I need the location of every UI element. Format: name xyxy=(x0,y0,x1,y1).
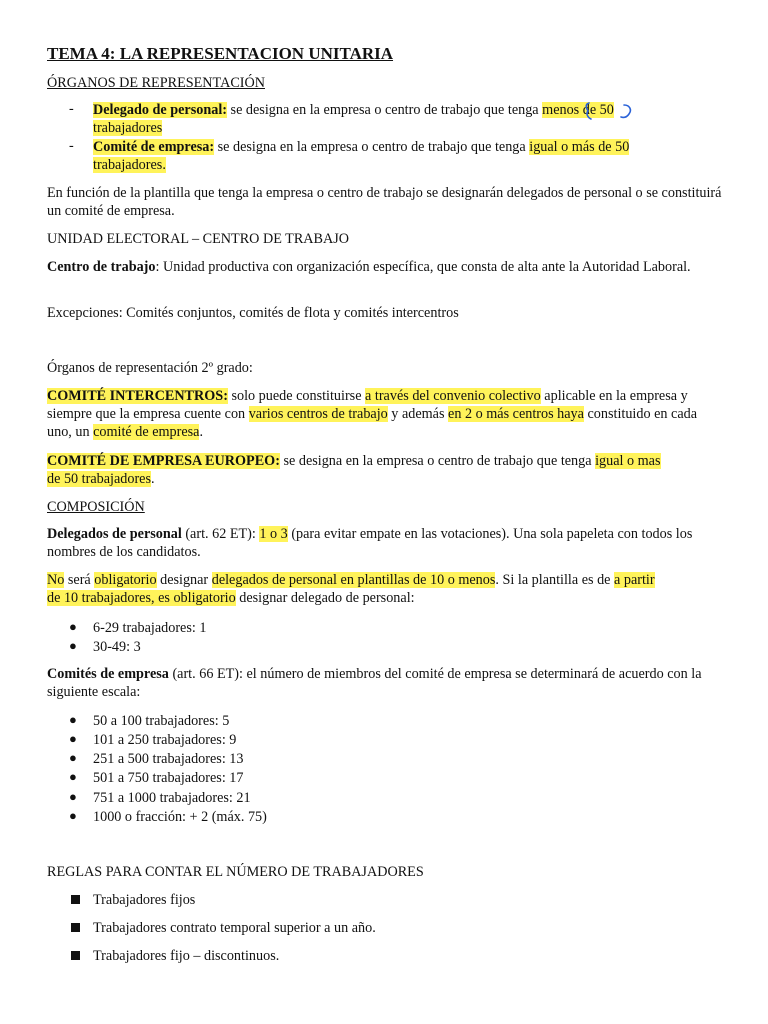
list-item: 30-49: 3 xyxy=(93,639,141,655)
paragraph-intercentros: COMITÉ INTERCENTROS: solo puede constituirse a través del convenio colectivo aplicable en la empresa y siempre que la empresa cuente con varios centros de trabajo y además en 2 o más centros haya constituido en cada uno, un comité de empresa. xyxy=(47,388,698,440)
highlight: de 50 trabajadores xyxy=(47,471,151,487)
bullet-icon: ● xyxy=(69,808,77,823)
bullet-icon: ● xyxy=(69,712,77,727)
highlight: en 2 o más centros haya xyxy=(448,406,584,422)
highlight: comité de empresa xyxy=(93,424,200,440)
list-item: Trabajadores fijo – discontinuos. xyxy=(93,948,280,964)
paragraph-centro: Centro de trabajo: Unidad productiva con organización específica, que consta de alta ante la Autoridad Laboral. xyxy=(47,259,691,275)
bullet-icon: ● xyxy=(69,769,77,784)
term-label: Delegados de personal xyxy=(47,526,182,542)
term-label: Delegado de personal: xyxy=(93,102,227,118)
list-item: 1000 o fracción: + 2 (máx. 75) xyxy=(93,809,267,825)
list-item: 751 a 1000 trabajadores: 21 xyxy=(93,790,251,806)
list-item-text: Comité de empresa: se designa en la empresa o centro de trabajo que tenga igual o más de 50 trabajadores. xyxy=(93,139,630,173)
paragraph-organos-2: Órganos de representación 2º grado: xyxy=(47,360,253,376)
heading-organos: ÓRGANOS DE REPRESENTACIÓN xyxy=(47,75,265,91)
term-label: COMITÉ DE EMPRESA EUROPEO: xyxy=(47,453,280,469)
bullet-icon: ● xyxy=(69,750,77,765)
heading-reglas: REGLAS PARA CONTAR EL NÚMERO DE TRABAJADORES xyxy=(47,864,424,880)
list-item: 101 a 250 trabajadores: 9 xyxy=(93,732,237,748)
paragraph-excepciones: Excepciones: Comités conjuntos, comités de flota y comités intercentros xyxy=(47,305,459,321)
page-title: TEMA 4: LA REPRESENTACION UNITARIA xyxy=(47,44,394,63)
highlight: menos de 50 xyxy=(542,102,614,118)
heading-composicion: COMPOSICIÓN xyxy=(47,499,145,515)
highlight: igual o mas xyxy=(595,453,661,469)
highlight: varios centros de trabajo xyxy=(248,406,388,422)
list-item: Trabajadores contrato temporal superior a un año. xyxy=(93,920,376,936)
heading-unidad: UNIDAD ELECTORAL – CENTRO DE TRABAJO xyxy=(47,231,350,247)
list-item-text: Delegado de personal: se designa en la empresa o centro de trabajo que tenga menos de 50 trabajadores xyxy=(93,102,614,136)
highlight: obligatorio xyxy=(94,572,157,588)
bullet-icon: ● xyxy=(69,731,77,746)
term-label: Comités de empresa xyxy=(47,666,169,682)
highlight: trabajadores. xyxy=(93,157,166,173)
bullet-icon: ● xyxy=(69,619,77,634)
highlight: 1 o 3 xyxy=(259,526,288,542)
pen-bracket-annotation xyxy=(580,100,640,124)
square-bullet-icon xyxy=(71,895,80,904)
list-item: Trabajadores fijos xyxy=(93,892,196,908)
highlight: trabajadores xyxy=(93,120,163,136)
bullet-icon: ● xyxy=(69,789,77,804)
list-item: 251 a 500 trabajadores: 13 xyxy=(93,751,244,767)
paragraph-comites: Comités de empresa (art. 66 ET): el número de miembros del comité de empresa se determinará de acuerdo con la siguiente escala: xyxy=(47,666,702,700)
square-bullet-icon xyxy=(71,951,80,960)
paragraph-delegados: Delegados de personal (art. 62 ET): 1 o 3 (para evitar empate en las votaciones). Una sola papeleta con todos los nombres de los candidatos. xyxy=(47,526,693,560)
highlight: igual o más de 50 xyxy=(529,139,630,155)
highlight: a partir xyxy=(614,572,655,588)
list-item: 501 a 750 trabajadores: 17 xyxy=(93,770,244,786)
list-item: 50 a 100 trabajadores: 5 xyxy=(93,713,230,729)
list-item: 6-29 trabajadores: 1 xyxy=(93,620,207,636)
highlight: No xyxy=(47,572,65,588)
dash-marker: - xyxy=(69,101,74,117)
dash-marker: - xyxy=(69,138,74,154)
bullet-icon: ● xyxy=(69,638,77,653)
paragraph-obligatorio: No será obligatorio designar delegados de personal en plantillas de 10 o menos. Si la plantilla es de a partir de 10 trabajadores, es obligatorio designar delegado de personal: xyxy=(47,572,655,606)
term-label: Comité de empresa: xyxy=(93,139,215,155)
square-bullet-icon xyxy=(71,923,80,932)
highlight: delegados de personal en plantillas de 10 o menos xyxy=(211,572,496,588)
term-label: COMITÉ INTERCENTROS: xyxy=(47,388,228,404)
paragraph-europeo: COMITÉ DE EMPRESA EUROPEO: se designa en la empresa o centro de trabajo que tenga igual o mas de 50 trabajadores. xyxy=(47,453,661,487)
paragraph-funcion: En función de la plantilla que tenga la empresa o centro de trabajo se designarán delegados de personal o se constituirá un comité de empresa. xyxy=(47,185,722,219)
highlight: a través del convenio colectivo xyxy=(365,388,541,404)
term-label: Centro de trabajo xyxy=(47,259,156,275)
highlight: de 10 trabajadores, es obligatorio xyxy=(47,590,236,606)
